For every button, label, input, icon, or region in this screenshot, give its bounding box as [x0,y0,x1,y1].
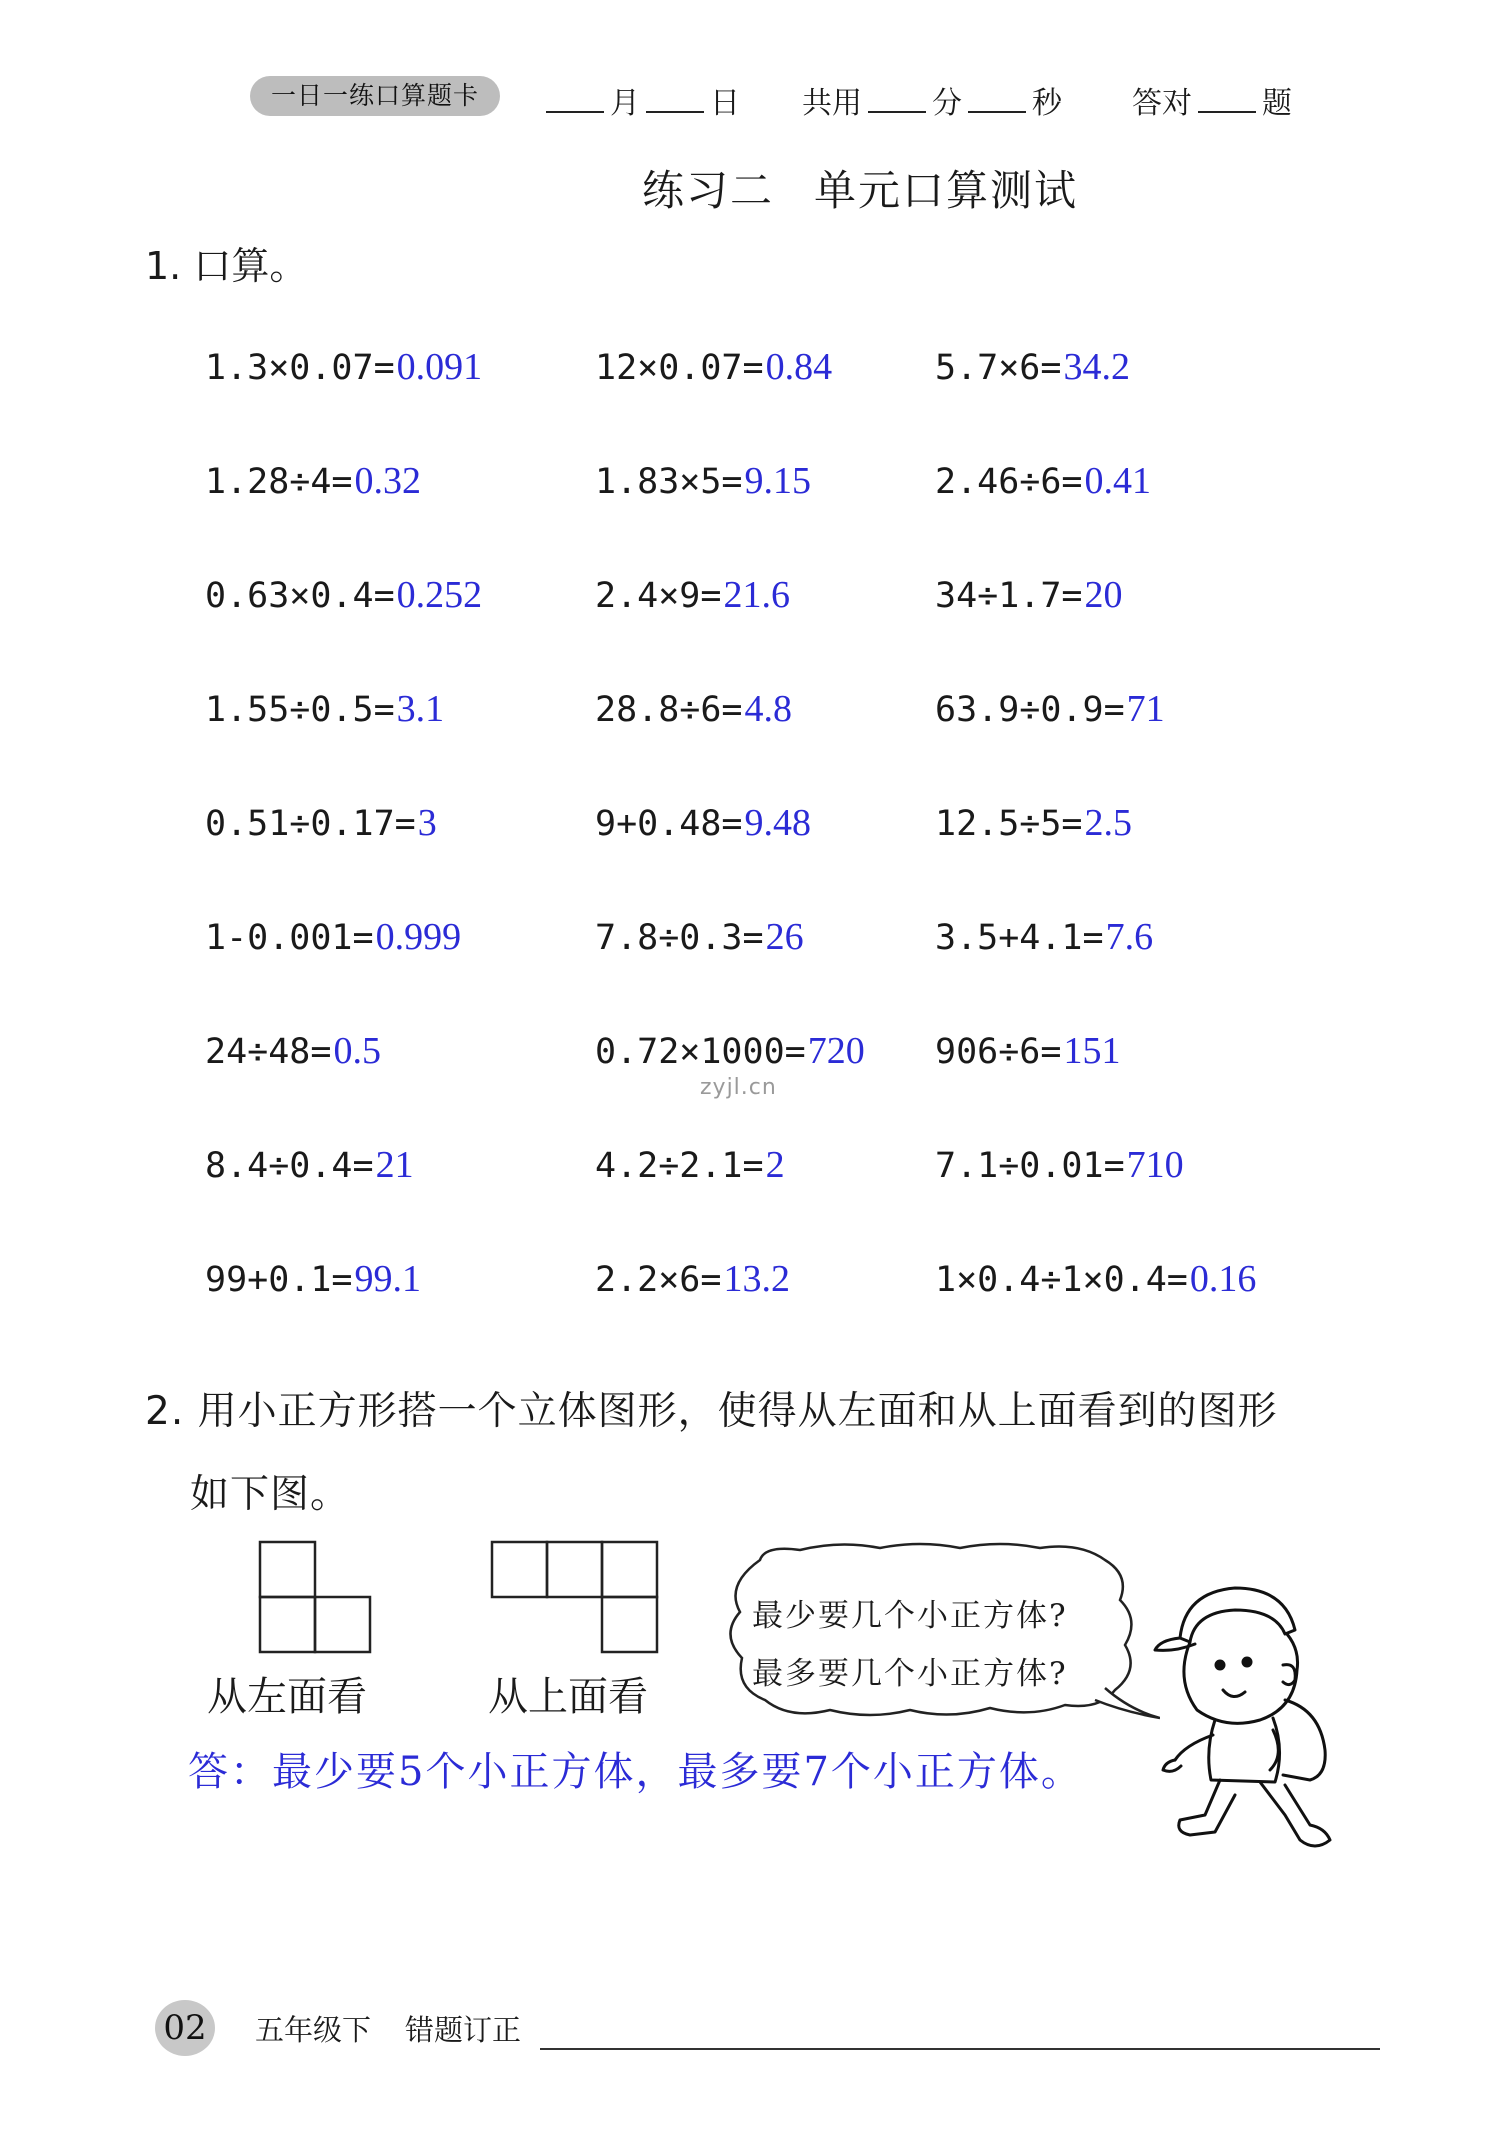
left-view-square-bottom-right [315,1597,370,1652]
date-fields [540,78,740,122]
calc-expression: 99+0.1= [205,1260,353,1300]
calc-answer: 0.252 [396,574,483,616]
calc-item [595,1257,790,1301]
calc-answer: 26 [765,916,804,958]
calc-item [595,915,804,959]
cartoon-boy-illustration [1135,1570,1350,1860]
calc-answer: 71 [1126,688,1165,730]
calc-answer: 21.6 [723,574,790,616]
minutes-blank[interactable] [868,85,926,113]
left-view-label: 从左面看 [207,1674,367,1720]
calc-expression: 0.51÷0.17= [205,804,416,844]
calc-item [935,345,1130,389]
day-blank[interactable] [646,85,704,113]
calc-item [205,915,461,959]
calc-answer: 151 [1063,1030,1121,1072]
calc-expression: 3.5+4.1= [935,918,1104,958]
bubble-line-2: 最多要几个小正方体? [752,1656,1068,1692]
calc-expression: 34÷1.7= [935,576,1083,616]
calc-expression: 9+0.48= [595,804,743,844]
calc-answer: 9.15 [744,460,812,502]
questions-label: 题 [1262,86,1292,121]
calc-item [935,573,1123,617]
month-label: 月 [610,86,640,121]
calc-expression: 1.28÷4= [205,462,353,502]
calc-answer: 3.1 [396,688,445,730]
calc-item [935,1029,1120,1073]
calc-expression: 7.8÷0.3= [595,918,764,958]
calc-expression: 24÷48= [205,1032,332,1072]
top-view-square-4 [602,1597,657,1652]
calc-expression: 63.9÷0.9= [935,690,1125,730]
calc-item [595,345,832,389]
calc-item [935,687,1165,731]
calc-item [205,687,444,731]
practice-card-badge: 一日一练口算题卡 [250,76,500,116]
left-view-square-bottom-left [260,1597,315,1652]
top-view-square-3 [602,1542,657,1597]
calc-expression: 1×0.4÷1×0.4= [935,1260,1188,1300]
calc-answer: 0.84 [765,346,833,388]
top-view-figure [490,1540,665,1660]
calc-item [205,801,437,845]
calc-answer: 0.091 [396,346,483,388]
calc-item [935,1143,1184,1187]
calc-item [935,1257,1256,1301]
calc-answer: 34.2 [1063,346,1130,388]
calc-answer: 0.41 [1084,460,1152,502]
calc-answer: 2 [765,1144,785,1186]
bubble-line-1: 最少要几个小正方体? [752,1598,1068,1634]
calc-answer: 0.999 [375,916,462,958]
question-2-line1: 2. 用小正方形搭一个立体图形，使得从左面和从上面看到的图形 [145,1389,1278,1434]
calc-item [595,1029,865,1073]
calc-expression: 2.4×9= [595,576,722,616]
calc-item [205,1029,381,1073]
score-fields [1132,78,1292,122]
calc-answer: 7.6 [1105,916,1154,958]
calc-answer: 4.8 [744,688,793,730]
grade-label: 五年级下 [255,2013,372,2047]
question-2-line2: 如下图。 [190,1472,351,1517]
watermark: zyjl.cn [700,1075,777,1100]
calc-expression: 0.63×0.4= [205,576,395,616]
calc-item [935,915,1153,959]
calc-item [205,1257,421,1301]
calc-answer: 0.5 [333,1030,381,1072]
top-view-label: 从上面看 [488,1674,648,1720]
seconds-label: 秒 [1032,86,1062,121]
correction-label: 错题订正 [405,2013,522,2047]
calc-answer: 0.32 [354,460,422,502]
calc-answer: 710 [1126,1144,1184,1186]
calc-item [205,459,421,503]
calc-answer: 20 [1084,574,1123,616]
calc-answer: 9.48 [744,802,812,844]
title-part1: 练习二 [641,166,774,215]
left-view-square-top [260,1542,315,1597]
month-blank[interactable] [546,85,604,113]
calc-answer: 3 [417,802,437,844]
page-number: 02 [155,2000,215,2056]
calc-expression: 2.2×6= [595,1260,722,1300]
calc-item [205,1143,414,1187]
calc-expression: 8.4÷0.4= [205,1146,374,1186]
question-2-answer: 答：最少要5个小正方体，最多要7个小正方体。 [188,1749,1083,1795]
calc-answer: 0.16 [1189,1258,1257,1300]
calc-answer: 99.1 [354,1258,422,1300]
calc-expression: 4.2÷2.1= [595,1146,764,1186]
calc-item [935,459,1151,503]
calc-item [595,459,811,503]
calc-answer: 720 [807,1030,865,1072]
correct-blank[interactable] [1198,85,1256,113]
calc-expression: 12×0.07= [595,348,764,388]
calc-expression: 0.72×1000= [595,1032,806,1072]
calc-expression: 1-0.001= [205,918,374,958]
time-fields [802,78,1062,122]
calc-expression: 1.55÷0.5= [205,690,395,730]
time-used-label: 共用 [802,86,862,121]
left-view-figure [258,1540,378,1660]
top-view-square-2 [547,1542,602,1597]
calc-expression: 1.83×5= [595,462,743,502]
calc-expression: 28.8÷6= [595,690,743,730]
calc-item [595,573,790,617]
calc-answer: 13.2 [723,1258,790,1300]
calc-item [205,573,482,617]
correct-label: 答对 [1132,86,1192,121]
calc-expression: 5.7×6= [935,348,1062,388]
calc-expression: 1.3×0.07= [205,348,395,388]
calc-item [595,687,792,731]
calc-expression: 906÷6= [935,1032,1062,1072]
speech-bubble [720,1540,1160,1750]
calc-item [205,345,482,389]
calc-item [595,1143,785,1187]
day-label: 日 [710,86,740,121]
correction-line[interactable] [540,2048,1380,2050]
calc-item [935,801,1132,845]
calc-answer: 2.5 [1084,802,1133,844]
calc-expression: 7.1÷0.01= [935,1146,1125,1186]
page-title [0,158,1500,218]
top-view-square-1 [492,1542,547,1597]
calc-expression: 2.46÷6= [935,462,1083,502]
seconds-blank[interactable] [968,85,1026,113]
title-part2: 单元口算测试 [814,166,1079,215]
calc-item [595,801,811,845]
calc-expression: 12.5÷5= [935,804,1083,844]
calc-answer: 21 [375,1144,414,1186]
minutes-label: 分 [932,86,962,121]
question-1-label: 1. 口算。 [145,244,308,288]
